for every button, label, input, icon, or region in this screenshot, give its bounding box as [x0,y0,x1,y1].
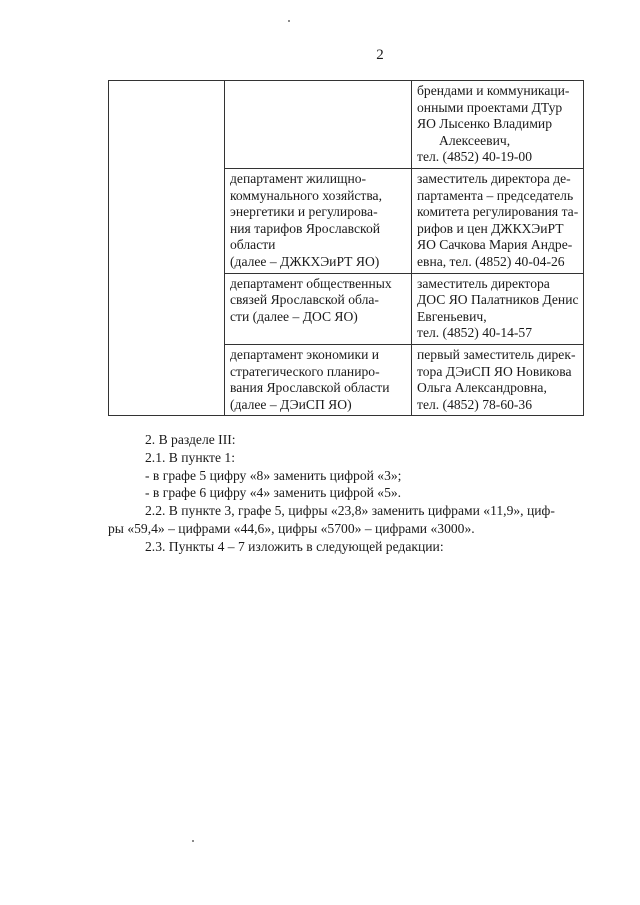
table-cell-merged [109,81,225,416]
dept-line: вания Ярославской области [230,380,390,396]
table-cell-dept [225,344,412,415]
scan-speck [288,20,290,22]
paragraph: - в графе 6 цифру «4» заменить цифрой «5». [145,485,402,501]
contact-line: комитета регулирования та- [417,204,579,220]
table-cell-dept [225,81,412,169]
contact-line: Ольга Александровна, [417,380,547,396]
table-cell-contact [412,81,584,169]
table-cell-dept [225,273,412,344]
contact-line: онными проектами ДТур [417,99,563,115]
contact-line: евна, тел. (4852) 40-04-26 [417,253,565,269]
contact-line: Алексеевич, [439,132,511,148]
table-cell-contact [412,273,584,344]
dept-line: стратегического планиро- [230,363,380,379]
dept-line: (далее – ДЖКХЭиРТ ЯО) [230,253,380,269]
dept-line: департамент общественных [230,275,392,291]
paragraph: - в графе 5 цифру «8» заменить цифрой «3»; [145,467,402,483]
contact-line: ЯО Сачкова Мария Андре- [417,237,573,253]
paragraph: ры «59,4» – цифрами «44,6», цифры «5700» – цифрами «3000». [108,520,475,536]
contact-line: заместитель директора де- [417,170,571,186]
table-row [109,81,584,169]
paragraph: 2. В разделе III: [145,432,236,447]
page-number: 2 [376,47,384,63]
body-text [108,431,613,556]
table-cell-dept [225,168,412,273]
dept-line: связей Ярославской обла- [230,292,379,308]
contact-line: рифов и цен ДЖКХЭиРТ [417,220,564,236]
dept-line: сти (далее – ДОС ЯО) [230,308,358,324]
dept-line: коммунального хозяйства, [230,187,382,203]
table-cell-contact [412,168,584,273]
contact-line: брендами и коммуникаци- [417,83,570,98]
contact-line: ДОС ЯО Палатников Денис [417,292,579,308]
contact-line: партамента – председатель [417,187,574,203]
contact-line: тел. (4852) 40-19-00 [417,149,533,165]
paragraph: 2.3. Пункты 4 – 7 изложить в следующей редакции: [145,538,444,554]
contact-line: тел. (4852) 78-60-36 [417,396,533,412]
table-cell-contact [412,344,584,415]
paragraph: 2.2. В пункте 3, графе 5, цифры «23,8» заменить цифрами «11,9», циф- [145,503,555,519]
dept-line: (далее – ДЭиСП ЯО) [230,396,352,412]
paragraph: 2.1. В пункте 1: [145,449,235,465]
scan-speck [192,840,194,842]
contact-line: тел. (4852) 40-14-57 [417,325,533,341]
contact-line: тора ДЭиСП ЯО Новикова [417,363,572,379]
dept-line: департамент экономики и [230,346,380,362]
contact-line: Евгеньевич, [417,308,487,324]
dept-line: ния тарифов Ярославской [230,220,381,236]
dept-line: департамент жилищно- [230,170,367,186]
contact-line: первый заместитель дирек- [417,346,576,362]
contacts-table [108,80,584,416]
contact-line: ЯО Лысенко Владимир [417,116,553,132]
contact-line: заместитель директора [417,275,550,291]
dept-line: области [230,237,276,253]
dept-line: энергетики и регулирова- [230,204,378,220]
